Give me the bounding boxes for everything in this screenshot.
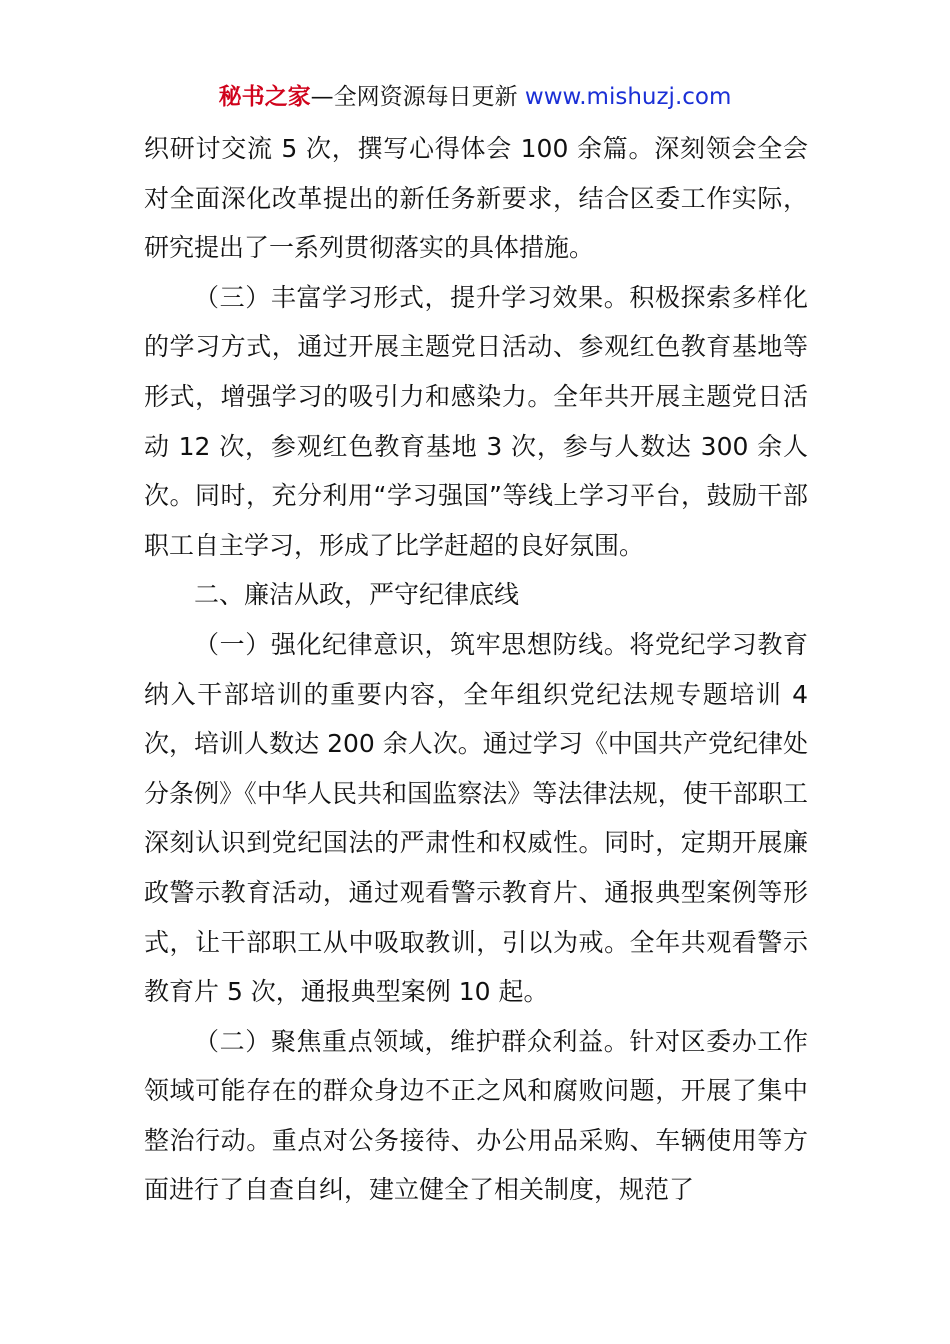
paragraph-learning-forms: （三）丰富学习形式，提升学习效果。积极探索多样化的学习方式，通过开展主题党日活动、参观红色教育基地等形式，增强学习的吸引力和感染力。全年共开展主题党日活动 12 次，参观红色教育基地 3 次，参与人数达 300 余人次。同时，充分利用“学习强国”等线上学习平台，鼓励干部职工自主学习，形成了比学赶超的良好氛围。 (144, 282, 808, 560)
site-url-link[interactable]: www.mishuzj.com (524, 84, 732, 110)
paragraph-discipline-awareness: （一）强化纪律意识，筑牢思想防线。将党纪学习教育纳入干部培训的重要内容，全年组织党纪法规专题培训 4 次，培训人数达 200 余人次。通过学习《中国共产党纪律处分条例》《中华人民共和国监察法》等法律法规，使干部职工深刻认识到党纪国法的严肃性和权威性。同时，定期开展廉政警示教育活动，通过观看警示教育片、通报典型案例等形式，让干部职工从中吸取教训，引以为戒。全年共观看警示教育片 5 次，通报典型案例 10 起。 (144, 629, 808, 1007)
site-header (0, 82, 950, 112)
paragraph-continuation: 织研讨交流 5 次，撰写心得体会 100 余篇。深刻领会全会对全面深化改革提出的新任务新要求，结合区委工作实际，研究提出了一系列贯彻落实的具体措施。 (144, 134, 808, 263)
section-heading-integrity: 二、廉洁从政，严守纪律底线 (194, 580, 520, 610)
paragraph-key-areas: （二）聚焦重点领域，维护群众利益。针对区委办工作领域可能存在的群众身边不正之风和腐败问题，开展了集中整治行动。重点对公务接待、办公用品采购、车辆使用等方面进行了自查自纠，建立健全了相关制度，规范了 (144, 1026, 808, 1205)
document-body (144, 124, 808, 1215)
site-brand: 秘书之家 (218, 84, 311, 110)
site-tagline: —全网资源每日更新 (310, 84, 518, 110)
